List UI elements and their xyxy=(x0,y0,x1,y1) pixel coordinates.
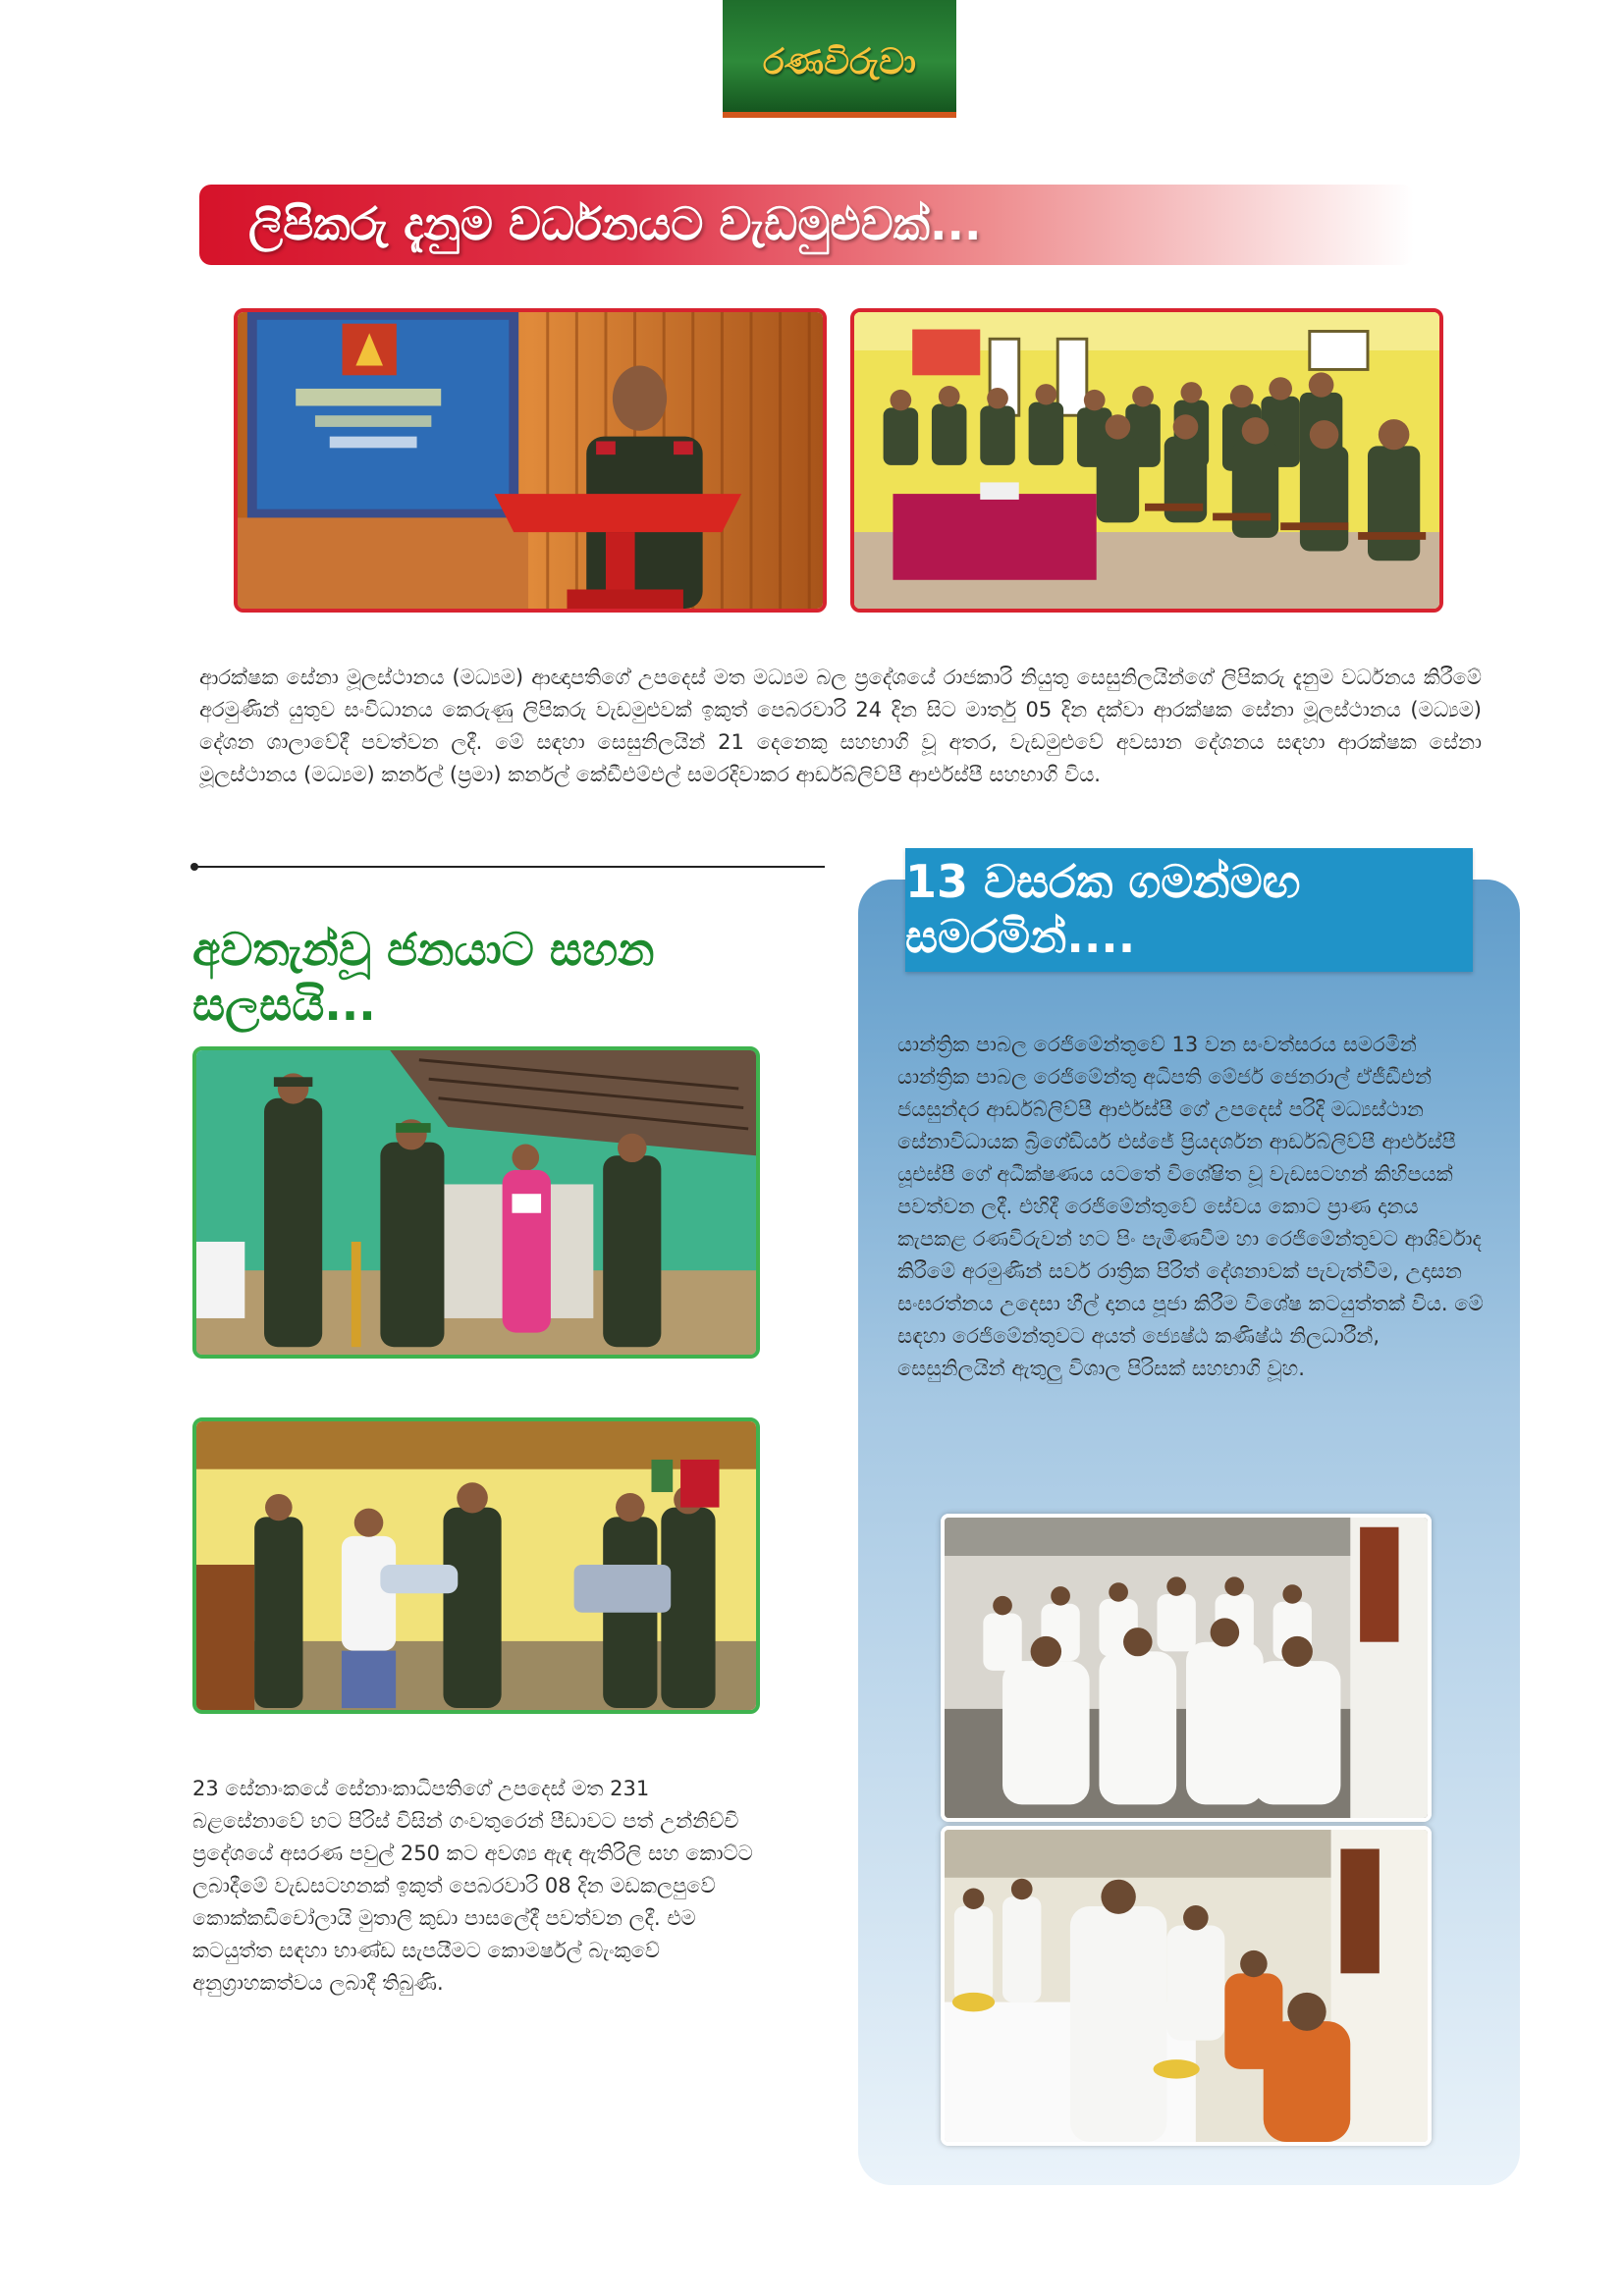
article3-body: යාන්ත්‍රික පාබල රෙජිමේන්තුවේ 13 වන සංවත්සරය සමරමින් යාන්ත්‍රික පාබල රෙජිමේන්තු අධිපති මේජර් ජෙනරාල් ඒජීඩීඑන් ජයසුන්දර ආර්ඩබ්ලිව්පී ආර්එස්පී ගේ උපදෙස් පරිදි මධ්‍යස්ථාන සේනාවිධායක බ්‍රිගේඩියර් එස්ජේ ප්‍රියදර්ශන ආර්ඩබ්ලිව්පී ආර්එස්පී යූඑස්පී ගේ අධීක්ෂණය යටතේ විශේෂිත වූ වැඩසටහන් කිහිපයක් පවත්වන ලදී. එහිදී රෙජිමේන්තුවේ සේවය කොට ප්‍රාණ දානය කැපකළ රණවිරුවන් හට පිං පැමිණවීම හා රෙජිමේන්තුවට ආශිර්වාද කිරීමේ අරමුණින් සර්ව රාත්‍රික පිරිත් දේශනාවක් පැවැත්වීම, උදාසන සංඝරත්නය උදෙසා හීල් දානය පූජා කිරීම විශේෂ කටයුත්තක් විය. මේ සඳහා රෙජිමේන්තුවට අයත් ජ්‍යෙෂ්ඨ කණිෂ්ඨ නිලධාරීන්, සෙසුනිලයින් ඇතුලු විශාල පිරිසක් සහභාගි වූහ. xyxy=(897,1033,1484,1380)
article1-headline: ලිපිකරු දැනුම වර්ධනයට වැඩමුළුවක්... xyxy=(248,197,982,250)
photo-alms-giving xyxy=(941,1826,1432,2146)
article2-body: 23 සේනාංකයේ සේනාංකාධිපතිගේ උපදෙස් මත 231 බළසේනාවේ භට පිරිස් විසින් ගංවතුරෙන් පීඩාවට පත් උන්නිච්චි ප්‍රදේශයේ අසරණ පවුල් 250 කට අවශ්‍ය ඇඳ ඇතිරිලි සහ කොට්ට ලබාදීමේ වැඩසටහනක් ඉකුත් පෙබරවාරි 08 දින මඩකලපුවේ කොක්කඩිචෝලායි මුතාලි කුඩා පාසලේදී පවත්වන ලදී. එම කටයුත්ත සඳහා භාණ්ඩ සැපයීමට කොමර්ෂල් බැංකුවේ අනුග්‍රාහකත්වය ලබාදී තිබුණි. xyxy=(192,1777,753,1995)
masthead xyxy=(723,0,956,118)
article3-headline: 13 වසරක ගමන්මඟ සමරමින්.... xyxy=(905,855,1301,963)
photo-relief-distribution-1 xyxy=(192,1046,760,1359)
article2-headline: අවතැන්වූ ජනයාට සහන සලසයි... xyxy=(192,923,655,1031)
article1-body: ආරක්ෂක සේනා මූලස්ථානය (මධ්‍යම) ආඥාපතිගේ උපදෙස් මත මධ්‍යම බල ප්‍රදේශයේ රාජකාරි නියුතු සෙසුනිලයින්ගේ ලිපිකරු දැනුම වර්ධනය කිරීමේ අරමුණින් යුතුව සංවිධානය කෙරුණු ලිපිකරු වැඩමුළුවක් ඉකුත් පෙබරවාරි 24 දින සිට මාර්තු 05 දින දක්වා ආරක්ෂක සේනා මූලස්ථානය (මධ්‍යම) දේශන ශාලාවේදී පවත්වන ලදී. මේ සඳහා සෙසුනිලයින් 21 දෙනෙකු සහභාගි වූ අතර, වැඩමුළුවේ අවසාන දේශනය සඳහා ආරක්ෂක සේනා මූලස්ථානය (මධ්‍යම) කර්නල් (ප්‍රමා) කර්නල් කේඩීඑම්එල් සමරදිවාකර ආර්ඩබ්ලිව්පී ආර්එස්පී සහභාගි විය. xyxy=(199,666,1482,786)
photo-lecture-speaker xyxy=(234,308,827,613)
article1-headline-banner xyxy=(199,185,1414,265)
photo-relief-distribution-2 xyxy=(192,1417,760,1714)
photo-pirith-ceremony xyxy=(941,1514,1432,1822)
article3-headline-banner xyxy=(905,848,1473,972)
section-divider xyxy=(192,866,825,868)
masthead-title: රණවිරුවා xyxy=(763,42,916,82)
photo-lecture-audience xyxy=(850,308,1443,613)
